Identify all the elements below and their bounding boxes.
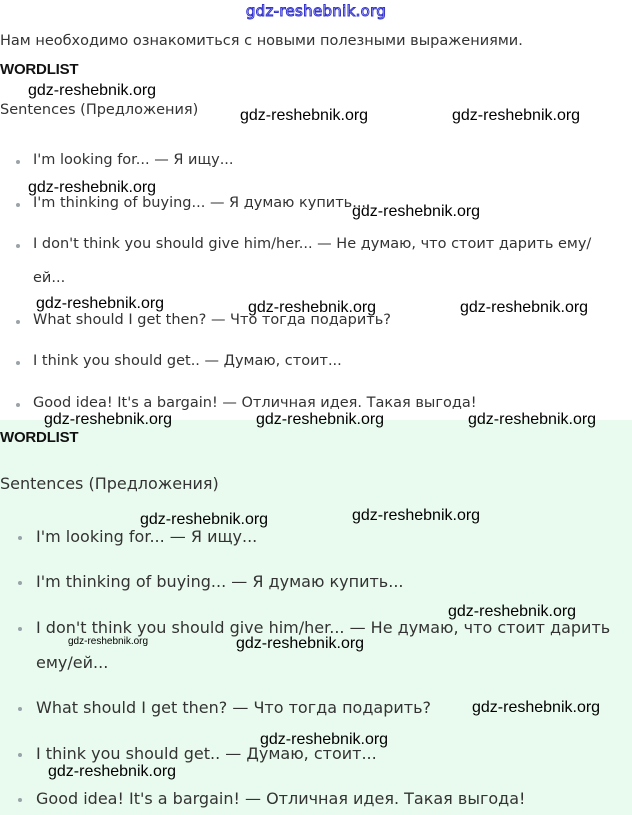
bullet-icon	[16, 320, 20, 324]
watermark: gdz-reshebnik.org	[452, 107, 581, 124]
bullet-icon	[18, 627, 22, 631]
watermark: gdz-reshebnik.org	[248, 299, 377, 316]
bullet-icon	[16, 361, 20, 365]
wordlist-panel: WORDLIST Sentences (Предложения) I'm looking for... — Я ищу... I'm thinking of buying... — Я думаю купить... I don't think you should give him/her... — Не думаю, что стоит дарить ему/ей... What should I get then? — Что тогда подарить? I think you should get.. — Думаю, стоит... Good idea! It's a bargain! — Отличная идея. Такая выгода!	[0, 420, 632, 815]
watermark: gdz-reshebnik.org	[36, 295, 165, 312]
watermark: gdz-reshebnik.org	[236, 635, 365, 652]
bullet-icon	[16, 403, 20, 407]
watermark: gdz-reshebnik.org	[240, 107, 369, 124]
bullet-icon	[18, 753, 22, 757]
sentences-subheading: Sentences (Предложения)	[0, 474, 219, 493]
watermark: gdz-reshebnik.org	[48, 763, 177, 780]
bullet-icon	[18, 581, 22, 585]
watermark: gdz-reshebnik.org	[28, 179, 157, 196]
intro-text: Нам необходимо ознакомиться с новыми полезными выражениями.	[0, 33, 523, 49]
watermark: gdz-reshebnik.org	[352, 507, 481, 524]
watermark: gdz-reshebnik.org	[460, 299, 589, 316]
watermark: gdz-reshebnik.org	[472, 699, 601, 716]
wordlist-heading: WORDLIST	[0, 61, 79, 78]
bullet-icon	[16, 244, 20, 248]
watermark: gdz-reshebnik.org	[448, 603, 577, 620]
watermark: gdz-reshebnik.org	[352, 203, 481, 220]
sentences-subheading: Sentences (Предложения)	[0, 102, 199, 118]
bullet-icon	[18, 707, 22, 711]
watermark: gdz-reshebnik.org	[44, 411, 173, 428]
site-watermark-header: gdz-reshebnik.org	[245, 2, 387, 20]
watermark: gdz-reshebnik.org	[256, 411, 385, 428]
watermark: gdz-reshebnik.org	[468, 411, 597, 428]
watermark: gdz-reshebnik.org	[68, 636, 149, 647]
bullet-icon	[18, 798, 22, 802]
watermark: gdz-reshebnik.org	[140, 511, 269, 528]
bullet-icon	[18, 536, 22, 540]
watermark: gdz-reshebnik.org	[28, 82, 157, 99]
bullet-icon	[16, 203, 20, 207]
wordlist-heading: WORDLIST	[0, 429, 79, 446]
watermark: gdz-reshebnik.org	[260, 731, 389, 748]
bullet-icon	[16, 160, 20, 164]
